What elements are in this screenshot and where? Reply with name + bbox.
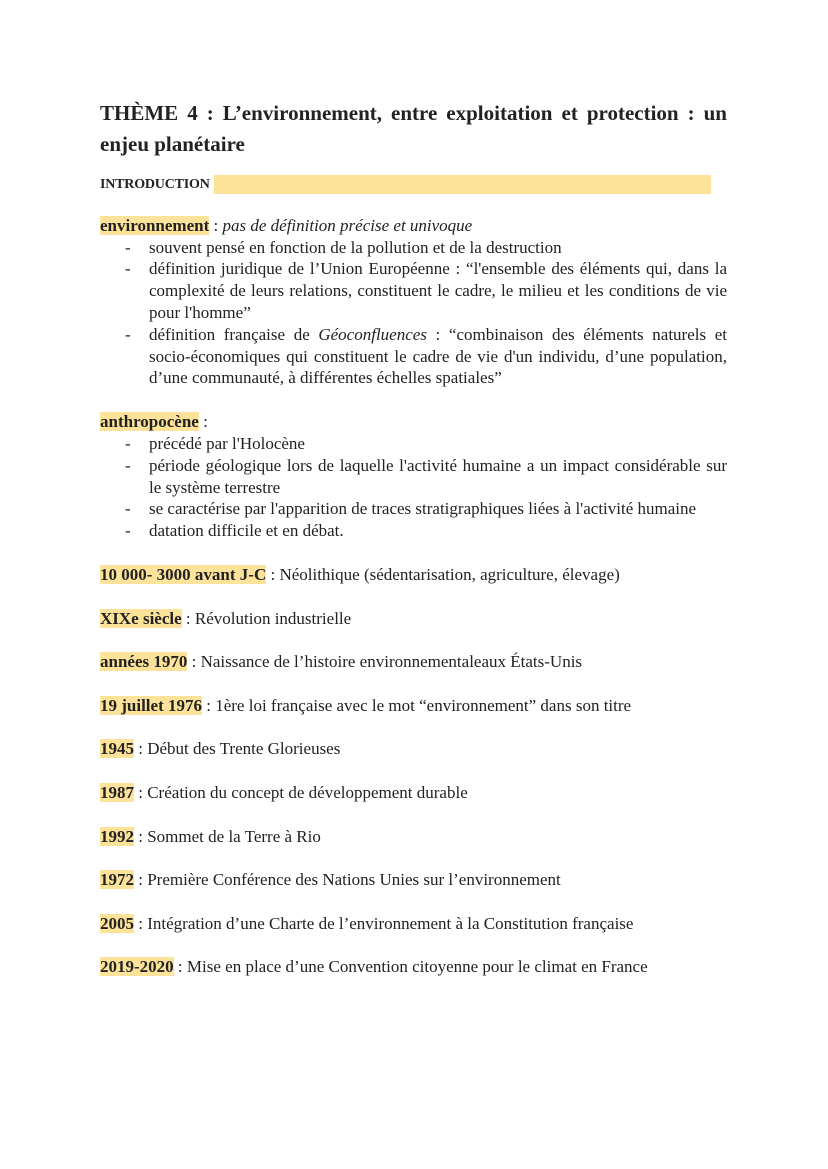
highlight-bar (214, 175, 711, 194)
introduction-heading (100, 174, 727, 196)
timeline-text: : Révolution industrielle (181, 608, 352, 628)
list-item (100, 324, 727, 389)
anthropocene-section (100, 411, 727, 542)
document-page (100, 98, 727, 1000)
timeline-text: : Sommet de la Terre à Rio (134, 826, 321, 846)
bullet-text: : “combinaison des éléments naturels et socio-économiques qui constituent le cadre de vie d'un individu, d’une population, d’une communauté, à différentes échelles spatiales” (149, 324, 727, 388)
timeline-text: : Mise en place d’une Convention citoyenne pour le climat en France (173, 957, 648, 977)
timeline-text: : Intégration d’une Charte de l’environnement à la Constitution française (134, 913, 634, 933)
timeline-entry (100, 608, 727, 630)
introduction-label: INTRODUCTION (100, 177, 210, 192)
timeline-entry (100, 695, 727, 717)
timeline-text: : Néolithique (sédentarisation, agriculture, élevage) (266, 564, 620, 584)
term-anthropocene: anthropocène (100, 412, 199, 432)
anthropocene-bullets (100, 433, 727, 542)
anthropocene-heading (100, 411, 727, 433)
timeline-date: 19 juillet 1976 (100, 695, 202, 715)
timeline-entry (100, 564, 727, 586)
timeline-date: 1987 (100, 782, 134, 802)
list-item: - précédé par l'Holocène (100, 433, 727, 455)
definition-text: pas de définition précise et univoque (222, 215, 473, 235)
list-item: - souvent pensé en fonction de la pollution et de la destruction (100, 237, 727, 259)
source-name: Géoconfluences (318, 324, 427, 344)
bullet-text: définition française de (149, 324, 319, 344)
list-item: - définition juridique de l’Union Européenne : “l'ensemble des éléments qui, dans la complexité de leurs relations, constituent le cadre, le milieu et les conditions de vie pour l'homme” (100, 258, 727, 323)
environnement-section (100, 215, 727, 389)
timeline-entry (100, 782, 727, 804)
timeline (100, 564, 727, 978)
separator: : (209, 215, 223, 235)
timeline-entry (100, 826, 727, 848)
timeline-text: : 1ère loi française avec le mot “environnement” dans son titre (202, 695, 632, 715)
timeline-date: XIXe siècle (100, 608, 182, 628)
timeline-date: 2005 (100, 913, 134, 933)
page-title: THÈME 4 : L’environnement, entre exploitation et protection : un enjeu planétaire (100, 101, 727, 156)
timeline-entry (100, 956, 727, 978)
timeline-date: 1992 (100, 826, 134, 846)
timeline-date: 1972 (100, 870, 134, 890)
timeline-text: : Début des Trente Glorieuses (134, 739, 341, 759)
separator: : (198, 412, 208, 432)
timeline-date: années 1970 (100, 652, 188, 672)
timeline-date: 2019-2020 (100, 957, 174, 977)
timeline-entry (100, 869, 727, 891)
term-environnement: environnement (100, 215, 210, 235)
list-item: - datation difficile et en débat. (100, 520, 727, 542)
list-item: - se caractérise par l'apparition de traces stratigraphiques liées à l'activité humaine (100, 498, 727, 520)
timeline-entry (100, 913, 727, 935)
timeline-text: : Création du concept de développement durable (134, 782, 468, 802)
timeline-date: 1945 (100, 739, 134, 759)
timeline-text: : Première Conférence des Nations Unies sur l’environnement (134, 870, 561, 890)
timeline-date: 10 000- 3000 avant J-C (100, 564, 267, 584)
environnement-definition (100, 215, 727, 237)
timeline-entry (100, 738, 727, 760)
timeline-entry (100, 651, 727, 673)
environnement-bullets (100, 237, 727, 390)
list-item: - période géologique lors de laquelle l'activité humaine a un impact considérable sur le système terrestre (100, 455, 727, 499)
timeline-text: : Naissance de l’histoire environnementaleaux États-Unis (187, 652, 583, 672)
